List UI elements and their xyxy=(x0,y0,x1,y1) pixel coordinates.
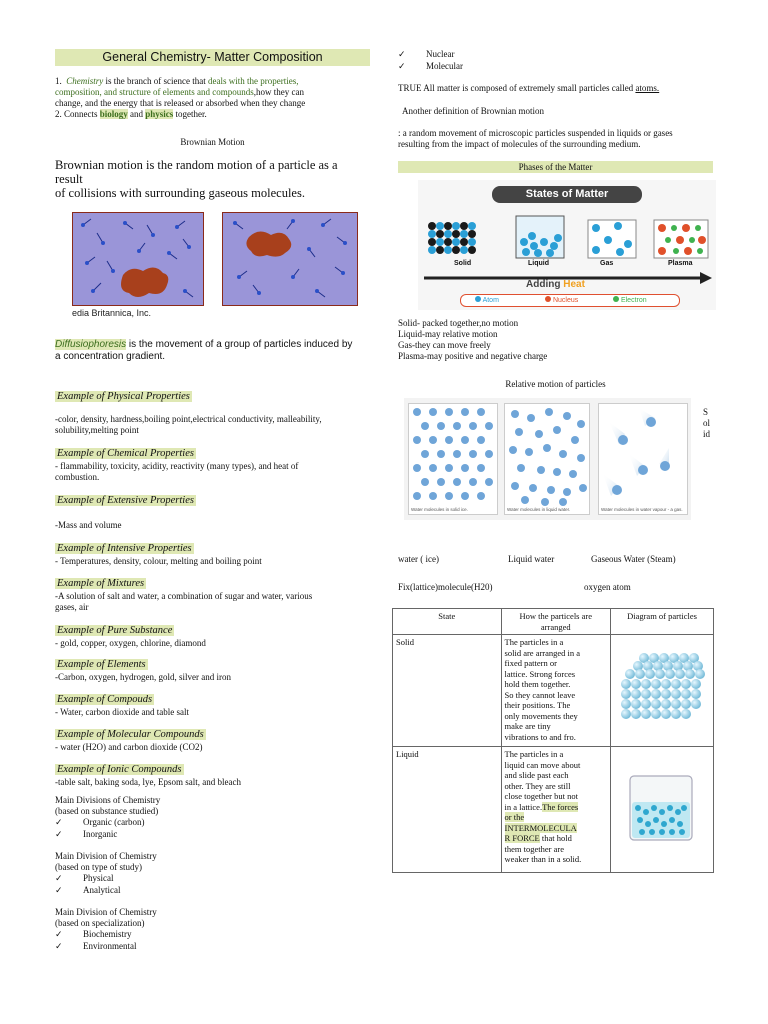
brownian-motion-image xyxy=(72,212,358,320)
state-cell: Liquid xyxy=(393,747,502,873)
true-statement: TRUE All matter is composed of extremely small particles called atoms. xyxy=(398,83,660,93)
table-header: State xyxy=(393,609,502,635)
another-definition: Another definition of Brownian motion xyxy=(402,106,544,116)
intro-paragraph: 1. Chemistry is the branch of science that deals with the properties, composition, and structure of elements and compounds,how they can change, and the energy that is released or absorbed when they change 2. Connects biology and physics together. xyxy=(55,76,306,119)
division-substance: Main Divisions of Chemistry (based on substance studied) ✓ Organic (carbon) ✓ Inorganic xyxy=(55,795,355,841)
section-heading: Example of Ionic Compounds xyxy=(57,764,182,775)
phase-descriptions: Solid- packed together,no motion Liquid-may relative motion Gas-they can move freely Plasma-may positive and negative charge xyxy=(398,318,548,361)
list-item: ✓ Molecular xyxy=(398,61,598,73)
page-title: General Chemistry- Matter Composition xyxy=(55,49,370,66)
sec-compounds: Example of Compouds - Water, carbon dioxide and table salt xyxy=(55,694,189,717)
liquid-beaker-diagram xyxy=(622,768,702,848)
states-particles xyxy=(418,206,716,286)
list-item: ✓ Environmental xyxy=(55,941,355,953)
table-header-row xyxy=(393,609,714,635)
relative-motion-image xyxy=(404,398,691,520)
table-row xyxy=(393,635,714,747)
liquid-panel: Water molecules in liquid water. xyxy=(504,403,590,515)
diffusiophoresis-paragraph: Diffusiophoresis is the movement of a group of particles induced by a concentration gradient. xyxy=(55,339,353,362)
sec-elements: Example of Elements -Carbon, oxygen, hydrogen, gold, silver and iron xyxy=(55,659,231,682)
list-item: ✓ Nuclear xyxy=(398,49,598,61)
brownian-definition-2: : a random movement of microscopic particles suspended in liquids or gases resulting from the impact of molecules of the surrounding medium. xyxy=(398,128,673,149)
sec-extensive: Example of Extensive Properties -Mass and volume xyxy=(55,495,194,530)
list-item: ✓ Analytical xyxy=(55,885,355,897)
states-title-bar: States of Matter xyxy=(492,186,642,203)
list-item: ✓ Physical xyxy=(55,873,355,885)
table-header: Diagram of particles xyxy=(611,609,714,635)
particle-arrows-right xyxy=(223,213,357,305)
sec-chemical: Example of Chemical Properties - flammability, toxicity, acidity, reactivity (many types), and heat of combustion. xyxy=(55,448,299,482)
arrangement-cell: The particles in a liquid can move about and slide past each other. They are still close together but not in a lattice.The forces or the INTERMOLECULA R FORCE that hold them together are weaker than in a solid. xyxy=(501,747,610,873)
diagram-cell xyxy=(611,747,714,873)
liquid-particles xyxy=(516,216,564,258)
section-heading: Example of Physical Properties xyxy=(57,391,190,402)
section-heading: Example of Molecular Compounds xyxy=(57,729,204,740)
table-row xyxy=(393,747,714,873)
section-heading: Example of Compouds xyxy=(57,694,153,705)
division-specialization: Main Division of Chemistry (based on specialization) ✓ Biochemistry ✓ Environmental xyxy=(55,907,355,953)
solid-particles xyxy=(428,222,476,254)
ice-molecules xyxy=(409,404,497,506)
brownian-panel-left xyxy=(72,212,204,306)
phases-heading: Phases of the Matter xyxy=(398,161,713,173)
gas-panel: Water molecules in water vapour - a gas. xyxy=(598,403,688,515)
liquid-molecules xyxy=(505,404,589,506)
states-table xyxy=(392,608,714,873)
division-type: Main Division of Chemistry (based on type of study) ✓ Physical ✓ Analytical xyxy=(55,851,355,897)
list-item: ✓ Organic (carbon) xyxy=(55,817,355,829)
solid-lattice-diagram xyxy=(614,648,710,730)
diagram-cell xyxy=(611,635,714,747)
particle-arrows-left xyxy=(73,213,203,305)
brownian-definition: Brownian motion is the random motion of a particle as a result of collisions with surrounding gaseous molecules. xyxy=(55,158,338,200)
sec-intensive: Example of Intensive Properties - Temperatures, density, colour, melting and boiling point xyxy=(55,543,262,566)
chemistry-term: Chemistry xyxy=(66,76,104,86)
ice-panel: Water molecules in solid ice. xyxy=(408,403,498,515)
sec-molecular-compounds: Example of Molecular Compounds - water (H2O) and carbon dioxide (CO2) xyxy=(55,729,204,752)
sec-mixtures: Example of Mixtures -A solution of salt and water, a combination of sugar and water, various gases, air xyxy=(55,578,313,612)
brownian-heading: Brownian Motion xyxy=(180,137,245,147)
table-header: How the particels are arranged xyxy=(501,609,610,635)
states-legend: Atom Nucleus Electron xyxy=(460,294,680,307)
sec-physical: Example of Physical Properties -color, density, hardness,boiling point,electrical conductivity, malleability, solubility,melting point xyxy=(55,391,322,435)
section-heading: Example of Intensive Properties xyxy=(57,543,192,554)
gas-molecules xyxy=(599,404,687,506)
plasma-particles xyxy=(654,220,708,258)
state-cell: Solid xyxy=(393,635,502,747)
section-heading: Example of Chemical Properties xyxy=(57,448,194,459)
check-list xyxy=(398,49,598,73)
section-heading: Example of Elements xyxy=(57,659,146,670)
section-heading: Example of Pure Substance xyxy=(57,625,173,636)
adding-heat-label: Adding Heat xyxy=(526,279,585,290)
brownian-panel-right xyxy=(222,212,358,306)
sec-ionic-compounds: Example of Ionic Compounds -table salt, baking soda, lye, Epsom salt, and bleach xyxy=(55,764,241,787)
list-item: ✓ Biochemistry xyxy=(55,929,355,941)
sec-pure-substance: Example of Pure Substance - gold, copper, oxygen, chlorine, diamond xyxy=(55,625,206,648)
section-heading: Example of Extensive Properties xyxy=(57,495,194,506)
list-item: ✓ Inorganic xyxy=(55,829,355,841)
states-of-matter-image: States of Matter Solid Liquid Gas Plasma Adding Heat Atom Nucleus Electron xyxy=(418,180,716,310)
gas-particles xyxy=(588,220,636,258)
relative-motion-heading: Relative motion of particles xyxy=(505,379,606,389)
section-heading: Example of Mixtures xyxy=(57,578,145,589)
side-letters: S ol id xyxy=(703,407,711,439)
image-caption: edia Britannica, Inc. xyxy=(72,308,152,318)
arrangement-cell: The particles in a solid are arranged in a fixed pattern or lattice. Strong forces hold them together. So they cannot leave their positions. The only movements they make are tiny vibrations to and fro. xyxy=(501,635,610,747)
